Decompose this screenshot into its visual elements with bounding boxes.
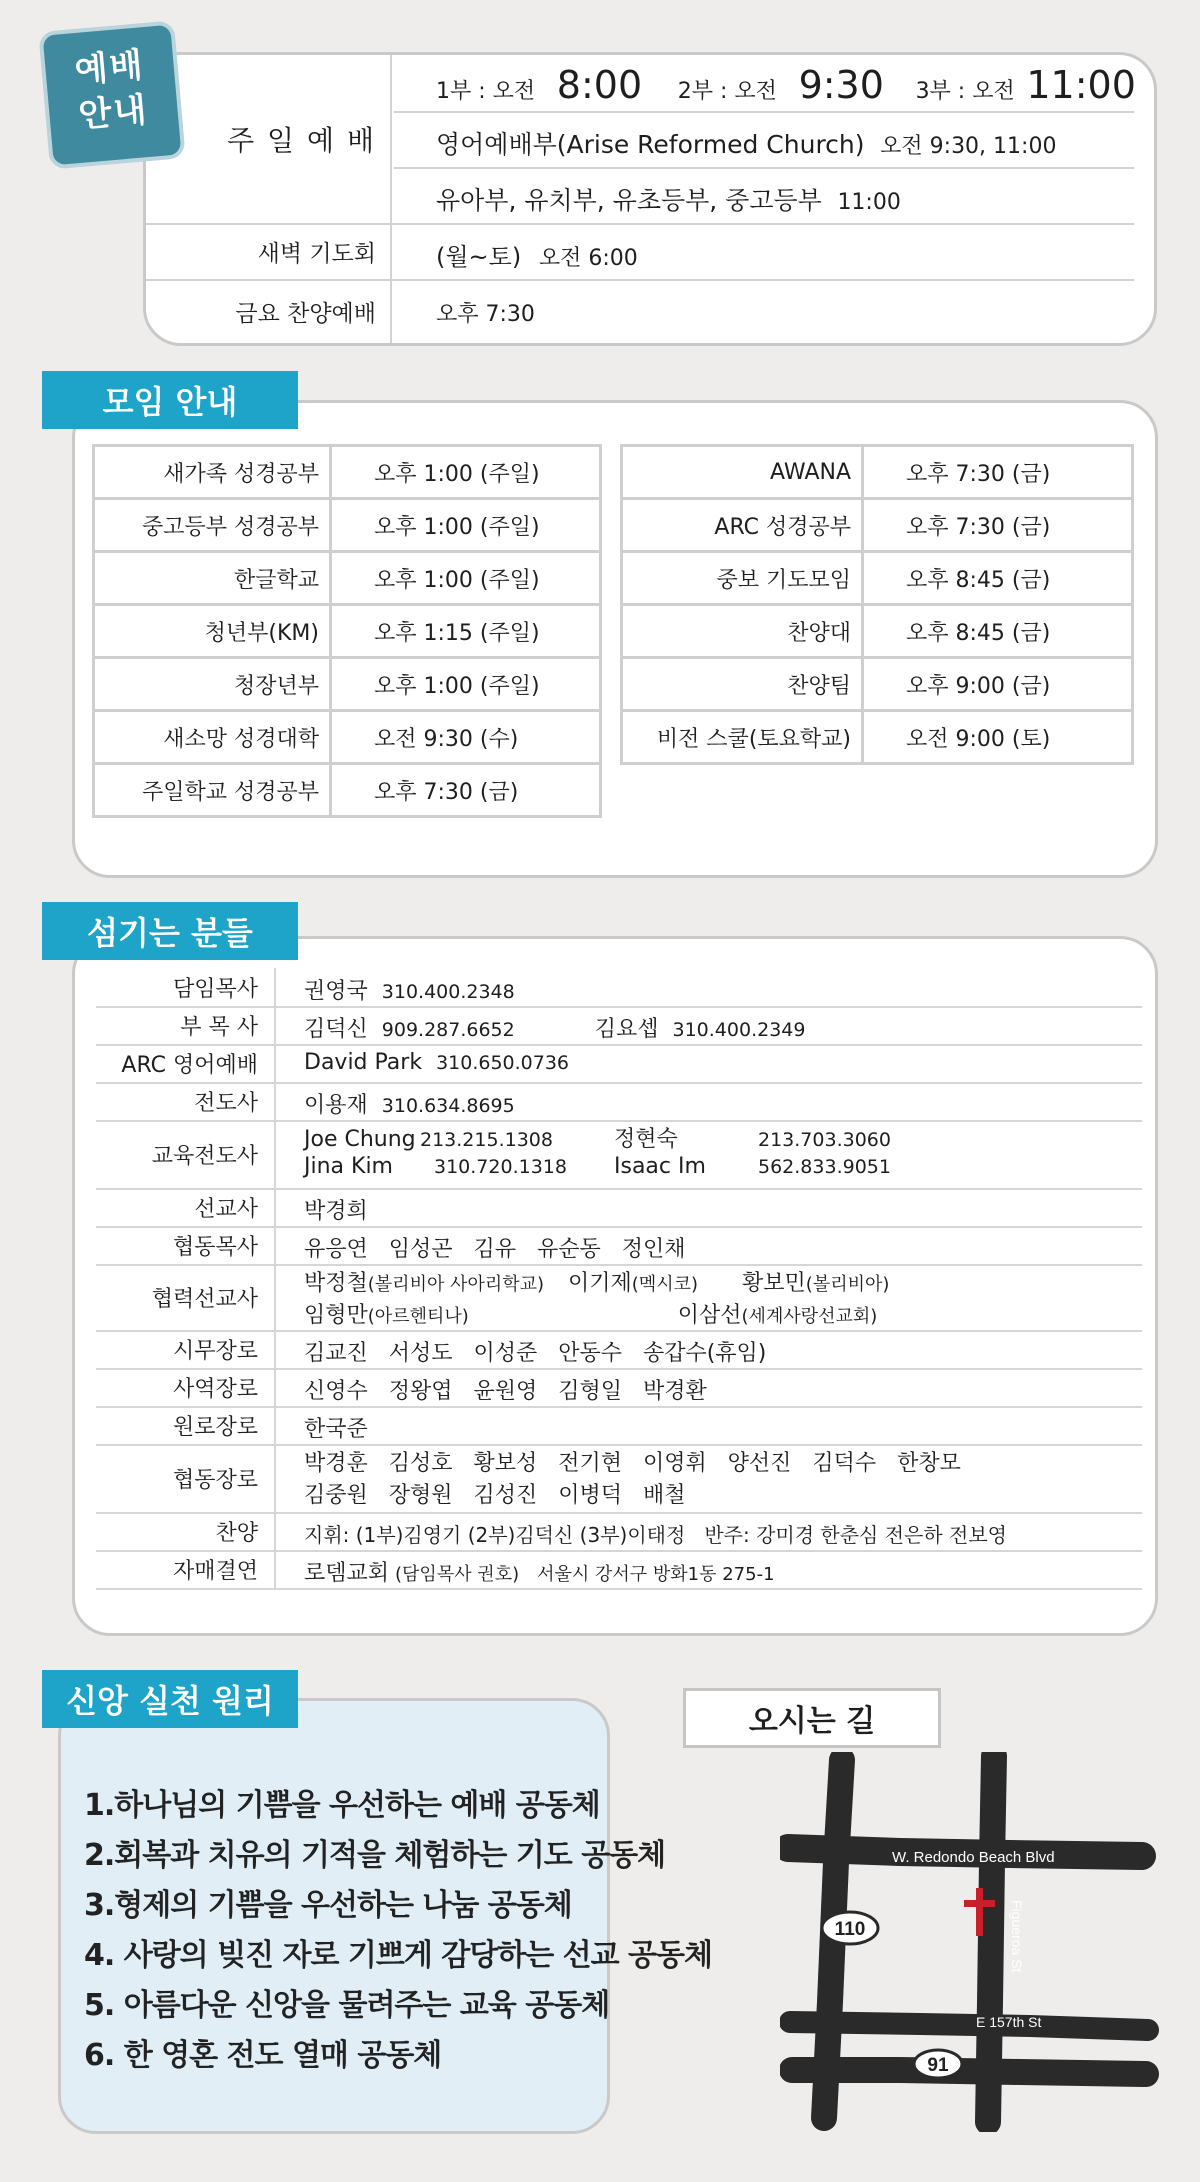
partner-missionary-3: 황보민 [742,1271,806,1296]
meeting-name: 비전 스쿨(토요학교) [622,711,863,764]
principle-item: 4. 사랑의 빚진 자로 기쁘게 감당하는 선교 공동체 [84,1938,713,1973]
sunday-worship-row [146,55,1134,225]
meeting-name: 청장년부 [94,658,331,711]
partner-missionary-2: 이기제 [568,1271,632,1296]
badge-line1: 예배 [73,45,147,92]
principle-item: 3.형제의 기쁨을 우선하는 나눔 공동체 [84,1888,572,1923]
meeting-time: 오후 7:30 (금) [863,446,1133,499]
friday-worship-time: 오후 7:30 [436,302,535,327]
principle-item: 6. 한 영혼 전도 열매 공동체 [84,2038,442,2073]
staff-row-sister-church [96,1550,1142,1590]
arc-name: David Park [304,1050,423,1075]
meeting-time: 오후 7:30 (금) [331,764,601,817]
meetings-right-table [620,444,1134,765]
choir-label: 찬양 [96,1512,276,1550]
meeting-time: 오전 9:00 (토) [863,711,1133,764]
street-label-157th: E 157th St [976,2014,1042,2030]
coop-pastor-names: 유응연 임성곤 김유 유순동 정인채 [304,1237,686,1262]
associate-phone2: 310.400.2349 [672,1019,806,1041]
staff-title: 섬기는 분들 [42,902,298,960]
meeting-row [622,605,1133,658]
partner-missionary-3-note: (볼리비아) [805,1274,890,1295]
english-service [436,125,1056,161]
education-phone1: 213.215.1308 [420,1129,553,1151]
meeting-time: 오후 8:45 (금) [863,605,1133,658]
education-name3: Jina Kim [304,1154,393,1179]
education-name4: Isaac Im [614,1154,706,1179]
serving-elders-label: 사역장로 [96,1368,276,1406]
evangelist-label: 전도사 [96,1082,276,1120]
meeting-name: 중고등부 성경공부 [94,499,331,552]
education-name2: 정현숙 [614,1127,678,1152]
meeting-time: 오후 1:00 (주일) [331,552,601,605]
active-elders-label: 시무장로 [96,1330,276,1368]
meeting-name: 찬양대 [622,605,863,658]
partner-missionary-4-note: (아르헨티나) [367,1306,469,1327]
staff-row-active-elders [96,1330,1142,1370]
kids-service-label: 유아부, 유치부, 유초등부, 중고등부 [436,186,822,215]
kids-service-time: 11:00 [837,190,901,215]
road-157th [790,2022,1148,2030]
sunday-service-times [436,63,1136,107]
friday-worship-label: 금요 찬양예배 [146,279,392,343]
meeting-name: 한글학교 [94,552,331,605]
partner-missionary-2-note: (멕시코) [631,1274,699,1295]
kids-service [436,181,901,217]
service3-time: 11:00 [1026,63,1136,107]
meeting-name: ARC 성경공부 [622,499,863,552]
associate-label: 부 목 사 [96,1006,276,1044]
associate-name1: 김덕신 [304,1017,368,1042]
service1-time: 8:00 [556,63,643,107]
worship-info-box [143,52,1157,346]
staff-row-coop-pastor [96,1226,1142,1266]
elder-emeritus-label: 원로장로 [96,1406,276,1444]
meeting-time: 오후 8:45 (금) [863,552,1133,605]
associate-phone1: 909.287.6652 [381,1019,515,1041]
directions-map [780,1752,1160,2132]
meeting-row [94,711,601,764]
english-service-label: 영어예배부(Arise Reformed Church) [436,130,865,159]
sister-church-name: 로뎀교회 [304,1561,390,1586]
staff-row-education [96,1120,1142,1190]
coop-pastor-label: 협동목사 [96,1226,276,1264]
meeting-time: 오후 1:15 (주일) [331,605,601,658]
associate-name2: 김요셉 [594,1017,659,1042]
dawn-prayer-hour: 오전 6:00 [538,246,638,271]
active-elders-names: 김교진 서성도 이성준 안동수 송갑수(휴임) [304,1341,767,1366]
staff-row-missionary [96,1188,1142,1228]
sunday-worship-label: 주 일 예 배 [146,55,392,223]
meeting-row [622,499,1133,552]
coop-elders-line1: 박경훈 김성호 황보성 전기현 이영휘 양선진 김덕수 한창모 [304,1451,961,1476]
partner-missionary-5-note: (세계사랑선교회) [741,1306,878,1327]
serving-elders-names: 신영수 정왕엽 윤원영 김형일 박경환 [304,1379,707,1404]
meeting-time: 오후 7:30 (금) [863,499,1133,552]
meeting-time: 오후 9:00 (금) [863,658,1133,711]
staff-row-evangelist [96,1082,1142,1122]
english-service-time: 오전 9:30, 11:00 [880,134,1057,159]
elder-emeritus-names: 한국준 [304,1417,368,1442]
staff-row-partner-missionary [96,1264,1142,1332]
choir-text: 지휘: (1부)김영기 (2부)김덕신 (3부)이태정 반주: 강미경 한춘심 전은하 전보영 [304,1523,1008,1547]
missionary-label: 선교사 [96,1188,276,1226]
service2-time: 9:30 [798,63,884,107]
freeway-label-110: 110 [834,1919,866,1940]
principles-title: 신앙 실천 원리 [42,1670,298,1728]
meeting-name: 새소망 성경대학 [94,711,331,764]
meetings-title: 모임 안내 [42,371,298,429]
dawn-prayer-row [146,223,1134,281]
meeting-name: 주일학교 성경공부 [94,764,331,817]
sister-church-address: 서울시 강서구 방화1동 275-1 [537,1564,775,1585]
meeting-name: 찬양팀 [622,658,863,711]
meeting-row [622,658,1133,711]
directions-title: 오시는 길 [683,1688,941,1748]
dawn-prayer-label: 새벽 기도회 [146,223,392,279]
freeway-label-91: 91 [927,2055,949,2076]
partner-missionary-4: 임형만 [304,1303,368,1328]
senior-pastor-name: 권영국 [304,979,368,1004]
meeting-time: 오후 1:00 (주일) [331,446,601,499]
principle-item: 5. 아름다운 신앙을 물려주는 교육 공동체 [84,1988,610,2023]
meeting-row [94,764,601,817]
staff-row-choir [96,1512,1142,1552]
meeting-row [94,446,601,499]
arc-label: ARC 영어예배 [96,1044,276,1082]
sister-church-label: 자매결연 [96,1550,276,1588]
partner-missionary-label: 협력선교사 [96,1264,276,1330]
partner-missionary-5: 이삼선 [677,1303,742,1328]
meeting-time: 오후 1:00 (주일) [331,658,601,711]
coop-elders-label: 협동장로 [96,1444,276,1512]
meeting-row [622,446,1133,499]
staff-row-serving-elders [96,1368,1142,1408]
sister-church-pastor: (담임목사 권호) [395,1564,520,1585]
badge-line2: 안내 [77,89,151,136]
coop-elders-line2: 김중원 장형원 김성진 이병덕 배철 [304,1483,686,1508]
staff-row-elder-emeritus [96,1406,1142,1446]
service1-prefix: 1부 : 오전 [436,79,536,104]
service2-prefix: 2부 : 오전 [677,79,777,104]
senior-pastor-phone: 310.400.2348 [381,981,515,1003]
education-phone4: 562.833.9051 [758,1156,891,1178]
principle-item: 2.회복과 치유의 기적을 체험하는 기도 공동체 [84,1838,666,1873]
road-91-freeway [792,2070,1146,2074]
meeting-name: 청년부(KM) [94,605,331,658]
partner-missionary-1: 박정철 [304,1271,368,1296]
meeting-row [94,552,601,605]
meeting-name: 새가족 성경공부 [94,446,331,499]
education-label: 교육전도사 [96,1120,276,1188]
evangelist-name: 이용재 [304,1093,368,1118]
meeting-row [622,552,1133,605]
partner-missionary-1-note: (볼리비아 사아리학교) [367,1274,545,1295]
staff-row-coop-elders [96,1444,1142,1514]
meeting-row [94,499,601,552]
friday-worship-row [146,279,1134,343]
meeting-row [94,658,601,711]
meeting-row [94,605,601,658]
dawn-prayer-days: (월~토) [436,243,522,271]
street-label-figueroa: Figueroa St [1009,1900,1025,1973]
meeting-row [622,711,1133,764]
missionary-name: 박경희 [304,1199,368,1224]
service3-prefix: 3부 : 오전 [915,79,1015,104]
education-phone3: 310.720.1318 [434,1156,567,1178]
senior-pastor-label: 담임목사 [96,968,276,1006]
dawn-prayer-time [436,237,638,272]
street-label-redondo: W. Redondo Beach Blvd [892,1849,1055,1866]
education-name1: Joe Chung [304,1127,416,1152]
staff-row-associate [96,1006,1142,1046]
meetings-left-table [92,444,602,818]
education-phone2: 213.703.3060 [758,1129,891,1151]
arc-phone: 310.650.0736 [436,1052,570,1074]
meeting-time: 오전 9:30 (수) [331,711,601,764]
worship-badge [38,20,186,169]
staff-row-senior-pastor [96,968,1142,1008]
evangelist-phone: 310.634.8695 [381,1095,515,1117]
staff-row-arc [96,1044,1142,1084]
principle-item: 1.하나님의 기쁨을 우선하는 예배 공동체 [84,1788,600,1823]
meeting-time: 오후 1:00 (주일) [331,499,601,552]
meeting-name: AWANA [622,446,863,499]
meeting-name: 중보 기도모임 [622,552,863,605]
